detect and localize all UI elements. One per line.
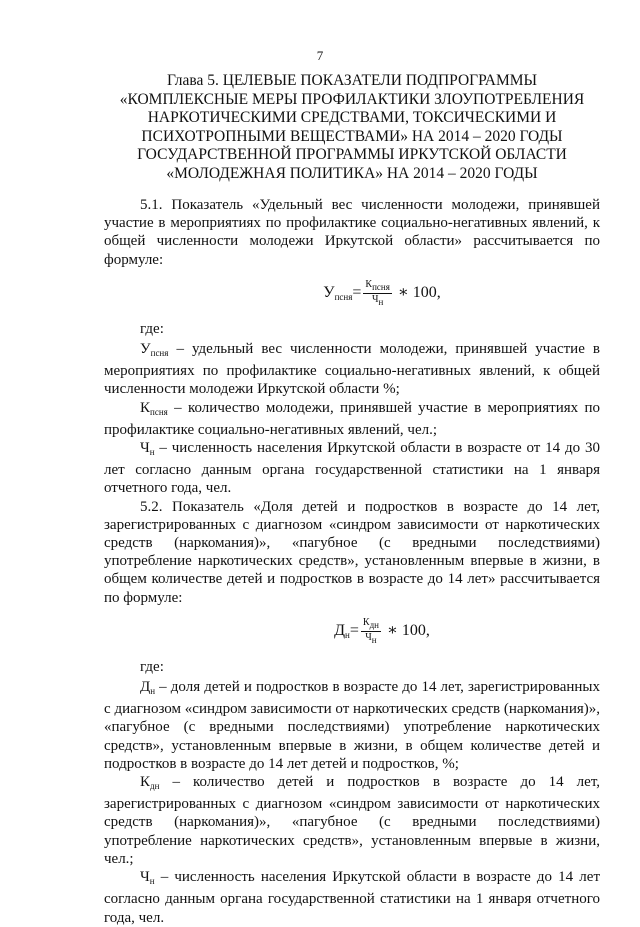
formula-eq: = <box>352 283 362 301</box>
definition-text: – количество молодежи, принявшей участие в мероприятиях по профилактике социально-негативных явлений, чел.; <box>104 399 600 438</box>
definition-text: – численность населения Иркутской области в возрасте до 14 лет согласно данным органа государственной статистики на 1 января отчетного года, чел. <box>104 869 600 926</box>
definition-text: – количество детей и подростков в возрасте до 14 лет, зарегистрированных с диагнозом «синдром зависимости от наркотических средств (наркомания)», «пагубное (с вредными последствиями) употребление наркотических средств», установленным впервые в жизни, чел.; <box>104 774 600 867</box>
numerator-symbol: К <box>362 616 370 628</box>
definition-text: – удельный вес численности молодежи, принявшей участие в мероприятиях по профилактике социально-негативных явлений, к общей численности молодежи Иркутской области %; <box>104 341 600 398</box>
heading-line: «МОЛОДЕЖНАЯ ПОЛИТИКА» НА 2014 – 2020 ГОДЫ <box>166 164 538 182</box>
page-number: 7 <box>316 48 324 63</box>
heading-line: «КОМПЛЕКСНЫЕ МЕРЫ ПРОФИЛАКТИКИ ЗЛОУПОТРЕБЛЕНИЯ <box>119 90 585 108</box>
symbol-sub: псня <box>150 406 168 417</box>
heading-line: ГОСУДАРСТВЕННОЙ ПРОГРАММЫ ИРКУТСКОЙ ОБЛАСТИ <box>137 146 567 163</box>
symbol-sub: н <box>149 876 155 887</box>
numerator-symbol: К <box>365 278 373 290</box>
definition-text: – доля детей и подростков в возрасте до 14 лет, зарегистрированных с диагнозом «синдром зависимости от наркотических средств (наркомания)», «пагубное (с вредными последствиями) употребление наркотических средств», установленным впервые в жизни, в общем количестве детей и подростков в возрасте до 14 лет детей и подростков, %; <box>104 679 600 772</box>
document-body <box>104 196 600 927</box>
symbol-letter: Ч <box>140 440 150 457</box>
formula-lhs: Д <box>334 622 346 640</box>
formula-lhs-sub: псня <box>334 291 353 302</box>
definition-item <box>104 340 600 399</box>
formula-5-2 <box>164 617 600 646</box>
definition-symbol <box>140 400 168 416</box>
formula-tail: ∗ 100, <box>382 622 430 640</box>
definition-symbol <box>140 869 155 885</box>
fraction-denominator <box>361 632 381 646</box>
formula-lhs: У <box>323 283 335 301</box>
symbol-letter: Ч <box>140 869 150 886</box>
formula-5-1 <box>164 279 600 308</box>
definition-item <box>104 399 600 439</box>
fraction-numerator <box>363 279 391 294</box>
heading-line: Глава 5. ЦЕЛЕВЫЕ ПОКАЗАТЕЛИ ПОДПРОГРАММЫ <box>166 72 538 89</box>
definition-item <box>104 773 600 868</box>
section-5-1-intro: 5.1. Показатель «Удельный вес численности молодежи, принявшей участие в мероприятиях по профилактике социально-негативных явлений, к общей численности молодежи Иркутской области» рассчитывается по формуле: <box>104 197 600 268</box>
where-label: где: <box>140 320 164 337</box>
symbol-letter: Д <box>140 679 151 696</box>
denominator-symbol: Ч <box>365 631 372 643</box>
symbol-sub: н <box>149 447 155 458</box>
definition-item <box>104 678 600 773</box>
numerator-sub: псня <box>372 281 390 292</box>
symbol-sub: н <box>150 686 156 697</box>
symbol-sub: дн <box>150 781 160 792</box>
symbol-letter: К <box>140 774 151 791</box>
symbol-sub: псня <box>150 348 169 359</box>
definition-symbol <box>140 774 159 790</box>
definition-symbol <box>140 440 155 456</box>
symbol-letter: У <box>140 341 151 358</box>
definition-item <box>104 439 600 498</box>
definition-text: – численность населения Иркутской области в возрасте от 14 до 30 лет согласно данным органа государственной статистики на 1 января отчетного года, чел. <box>104 440 600 497</box>
heading-line: ПСИХОТРОПНЫМИ ВЕЩЕСТВАМИ» НА 2014 – 2020 ГОДЫ <box>141 127 563 145</box>
denominator-sub: н <box>371 634 377 645</box>
formula-lhs-sub: н <box>345 630 350 641</box>
definition-symbol <box>140 679 155 695</box>
denominator-sub: н <box>378 296 384 307</box>
definition-item <box>104 868 600 927</box>
fraction-numerator <box>361 617 381 632</box>
heading-line: НАРКОТИЧЕСКИМИ СРЕДСТВАМИ, ТОКСИЧЕСКИМИ И <box>147 109 557 126</box>
numerator-sub: дн <box>369 619 379 630</box>
symbol-letter: К <box>140 399 151 416</box>
definition-symbol <box>140 341 168 357</box>
formula-eq: = <box>349 622 359 640</box>
formula-fraction <box>363 279 391 308</box>
chapter-heading <box>104 72 600 183</box>
section-5-2-intro: 5.2. Показатель «Доля детей и подростков в возрасте до 14 лет, зарегистрированных с диагнозом «синдром зависимости от наркотических средств (наркомания)», «пагубное (с вредными последствиями) употребление наркотических средств», установленным впервые в жизни, в общем количестве детей и подростков в возрасте до 14 лет» рассчитывается по формуле: <box>104 498 600 606</box>
fraction-denominator <box>363 294 391 308</box>
formula-fraction <box>361 617 381 646</box>
formula-tail: ∗ 100, <box>393 283 441 301</box>
denominator-symbol: Ч <box>371 293 379 305</box>
where-label: где: <box>140 658 164 675</box>
